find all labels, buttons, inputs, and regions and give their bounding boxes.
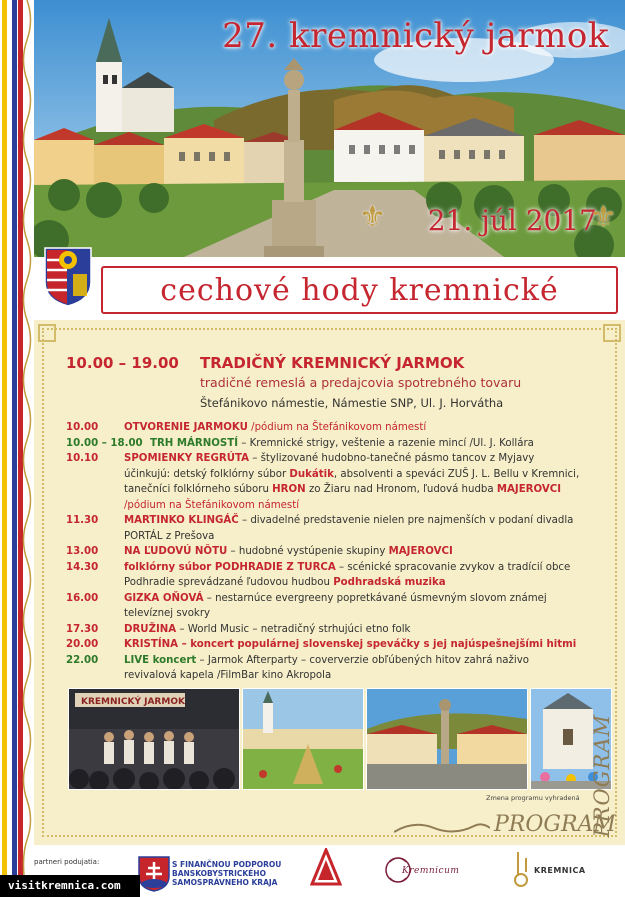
hero-photo — [34, 0, 625, 257]
program-panel — [34, 320, 625, 845]
photo-town-column — [366, 688, 528, 790]
main-event-time: 10.00 – 19.00 — [66, 354, 179, 372]
event-name: OTVORENIE JARMOKU — [124, 422, 248, 433]
region-crest-icon — [138, 856, 170, 892]
event-time: 10.00 — [66, 422, 99, 433]
swirl-ornament-icon — [394, 818, 490, 838]
kremnica-city-logo-icon — [512, 850, 534, 890]
program-vertical-label: PROGRAM — [590, 714, 614, 838]
schedule-row: 11.30 MARTINKO KLINGÁČ – divadelné predstavenie nielen pre najmenších v podaní divadla PORTÁL z Prešova — [66, 513, 581, 544]
photo-fair-square — [242, 688, 364, 790]
event-time: 14.30 — [66, 561, 99, 573]
event-name: DRUŽINA — [124, 623, 177, 635]
event-time: 10.00 – 18.00 — [66, 437, 143, 449]
schedule-row: 10.00 OTVORENIE JARMOKU /pódium na Štefánikovom námestí — [66, 420, 581, 436]
schedule-row: 10.10 SPOMIENKY REGRÚTA – štylizované hudobno-tanečné pásmo tancov z Myjavy účinkujú: detský folklórny súbor Dukátik, absolventi a speváci ZUŠ J. L. Bellu v Kremnici, tanečníci folklórneho súboru HRON zo Žiaru nad Hronom, ľudová hudba MAJEROVCI /pódium na Štefánikovom námestí — [66, 451, 581, 513]
schedule-row: 22.00 LIVE koncert – Jarmok Afterparty – coververzie obľúbených hitov zahrá naživo revivalová kapela /FilmBar kino Akropola — [66, 653, 581, 684]
border-stripe-yellow — [2, 0, 7, 897]
border-stripe-blue — [12, 0, 17, 897]
event-name: TRH MÁRNOSTÍ — [150, 437, 238, 449]
event-name: GIZKA OŇOVÁ — [124, 592, 204, 604]
website-url[interactable]: visitkremnica.com — [0, 875, 140, 897]
event-name: LIVE koncert — [124, 654, 197, 666]
event-name: SPOMIENKY REGRÚTA — [124, 453, 250, 464]
event-time: 22.00 — [66, 654, 99, 666]
kremnicum-logo-text: Kremnicum — [402, 866, 460, 876]
fleur-de-lis-icon: ⚜ — [359, 200, 386, 235]
photo-sign-text: KREMNICKÝ JARMOK — [81, 697, 185, 707]
banner-text: cechové hody kremnické — [160, 272, 559, 308]
event-name: KRISTÍNA — [124, 639, 179, 650]
schedule-row: 17.30 DRUŽINA – World Music – netradičný strhujúci etno folk — [66, 622, 581, 638]
funding-text: S FINANČNOU PODPOROU BANSKOBYSTRICKÉHO SAMOSPRÁVNEHO KRAJA — [172, 860, 282, 887]
event-name: folklórny súbor PODHRADIE Z TURCA — [124, 561, 336, 573]
event-date: 21. júl 2017 — [427, 204, 597, 237]
photo-caption: Zmena programu vyhradená — [486, 794, 580, 802]
event-time: 20.00 — [66, 639, 99, 650]
kremnica-city-logo-text: KREMNICA — [534, 866, 586, 875]
program-bottom-label: PROGRAM — [494, 812, 616, 837]
partner-triangle-logo-icon — [310, 848, 342, 892]
event-name: NA ĽUDOVÚ NÔTU — [124, 546, 228, 557]
event-title: 27. kremnický jarmok — [222, 16, 609, 56]
event-time: 10.10 — [66, 453, 99, 464]
photo-strip — [68, 688, 538, 806]
border-ornament — [20, 0, 34, 897]
event-name: MARTINKO KLINGÁČ — [124, 515, 239, 526]
event-time: 17.30 — [66, 623, 99, 635]
main-event-location: Štefánikovo námestie, Námestie SNP, Ul. J. Horvátha — [200, 396, 504, 410]
panel-corner — [603, 324, 621, 342]
schedule-row: 20.00 KRISTÍNA – koncert populárnej slovenskej speváčky s jej najúspešnejšími hitmi — [66, 637, 581, 653]
main-event-title: TRADIČNÝ KREMNICKÝ JARMOK — [200, 354, 465, 372]
event-time: 16.00 — [66, 592, 99, 604]
event-time: 11.30 — [66, 515, 99, 526]
event-schedule — [66, 420, 581, 684]
fleur-de-lis-icon: ⚜ — [590, 200, 617, 235]
schedule-row: 10.00 – 18.00 TRH MÁRNOSTÍ – Kremnické strigy, veštenie a razenie mincí /Ul. J. Kollára — [66, 436, 581, 452]
main-event-subtitle: tradičné remeslá a predajcovia spotrebného tovaru — [200, 375, 522, 390]
coat-of-arms-icon — [43, 246, 93, 308]
photo-stage-performance — [68, 688, 240, 790]
guild-feast-banner — [101, 266, 618, 314]
event-time: 13.00 — [66, 546, 99, 557]
schedule-row: 16.00 GIZKA OŇOVÁ – nestarnúce evergreeny popretkávané úsmevným slovom známej televíznej svokry — [66, 591, 581, 622]
partners-label: partneri podujatia: — [34, 858, 100, 866]
panel-corner — [38, 324, 56, 342]
schedule-row: 13.00 NA ĽUDOVÚ NÔTU – hudobné vystúpenie skupiny MAJEROVCI — [66, 544, 581, 560]
schedule-row: 14.30 folklórny súbor PODHRADIE Z TURCA – scénické spracovanie zvykov a tradícií obce Podhradie sprevádzané ľudovou hudbou Podhradská muzika — [66, 560, 581, 591]
